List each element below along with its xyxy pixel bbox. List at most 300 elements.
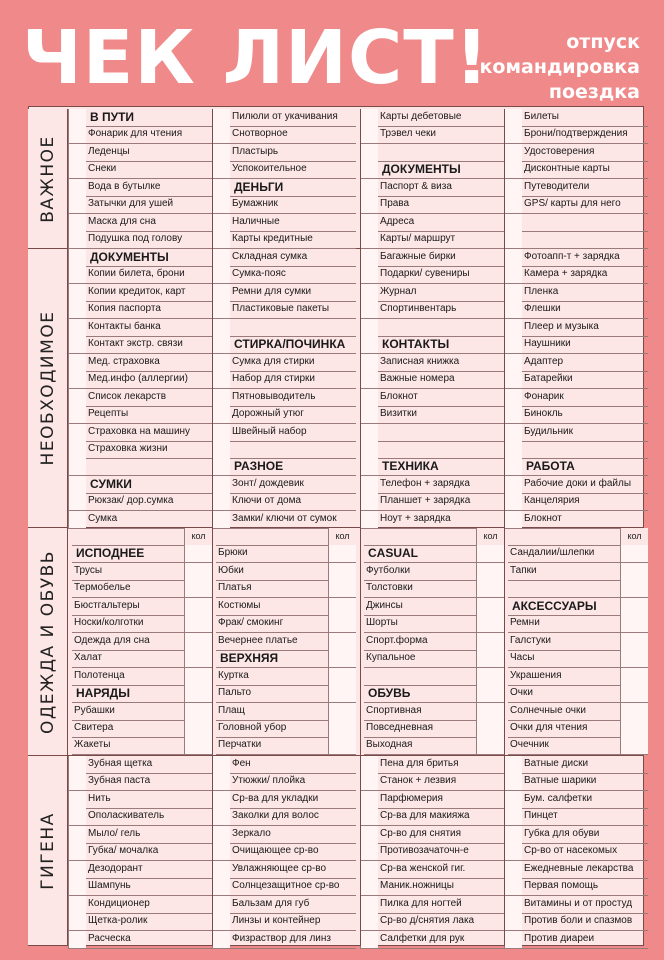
page-title: ЧЕК ЛИСТ! [22, 15, 490, 101]
checklist-item: Вода в бутылке [86, 179, 212, 197]
checkbox[interactable] [68, 389, 86, 407]
checkbox[interactable] [504, 319, 522, 337]
checklist-item: Витамины и от простуд [522, 896, 648, 914]
quantity-cell[interactable] [328, 580, 356, 598]
checkbox[interactable] [360, 179, 378, 197]
quantity-cell[interactable] [328, 737, 356, 755]
checklist-item: Зонт/ дождевик [230, 476, 356, 494]
checkbox[interactable] [68, 424, 86, 442]
checkbox[interactable] [68, 231, 86, 249]
checklist-item: Плеер и музыка [522, 319, 648, 337]
checkbox[interactable] [360, 231, 378, 249]
checkbox[interactable] [68, 511, 86, 529]
checkbox[interactable] [68, 756, 86, 774]
section-label-0 [28, 109, 68, 249]
quantity-cell[interactable] [476, 737, 504, 755]
checkbox[interactable] [212, 756, 230, 774]
quantity-cell[interactable] [476, 720, 504, 738]
checkbox[interactable] [212, 896, 230, 914]
checkbox[interactable] [212, 214, 230, 232]
quantity-cell[interactable] [328, 685, 356, 703]
category-heading: РАБОТА [522, 458, 648, 476]
quantity-cell[interactable] [620, 650, 648, 668]
checkbox[interactable] [504, 371, 522, 389]
checkbox[interactable] [504, 406, 522, 424]
checkbox[interactable] [68, 861, 86, 879]
checklist-item: Рецепты [86, 406, 212, 424]
quantity-cell[interactable] [184, 650, 212, 668]
checkbox[interactable] [212, 808, 230, 826]
checkbox [360, 161, 378, 179]
checkbox[interactable] [68, 144, 86, 162]
checkbox[interactable] [504, 161, 522, 179]
checkbox[interactable] [504, 493, 522, 511]
checkbox[interactable] [68, 896, 86, 914]
checkbox[interactable] [68, 808, 86, 826]
quantity-cell[interactable] [620, 668, 648, 686]
checklist-item: Купальное [364, 650, 480, 668]
checklist-item: Носки/колготки [72, 615, 188, 633]
checklist-item: Бумажник [230, 196, 356, 214]
section-label-3 [28, 756, 68, 946]
quantity-cell[interactable] [328, 545, 356, 563]
checkbox[interactable] [360, 493, 378, 511]
checkbox[interactable] [360, 441, 378, 459]
quantity-cell[interactable] [620, 737, 648, 755]
checklist-item: Леденцы [86, 144, 212, 162]
checkbox[interactable] [212, 424, 230, 442]
checkbox[interactable] [68, 458, 86, 476]
category-heading: CASUAL [364, 545, 480, 563]
quantity-cell[interactable] [184, 668, 212, 686]
checkbox[interactable] [212, 266, 230, 284]
checkbox[interactable] [68, 493, 86, 511]
quantity-cell[interactable] [476, 650, 504, 668]
quantity-cell[interactable] [184, 633, 212, 651]
checkbox[interactable] [360, 126, 378, 144]
checkbox[interactable] [360, 878, 378, 896]
quantity-cell[interactable] [620, 580, 648, 598]
checklist-item: Солнечные очки [508, 703, 624, 721]
checklist-item: Очки [508, 685, 624, 703]
checkbox[interactable] [68, 406, 86, 424]
checklist-item [522, 231, 648, 249]
checkbox [360, 458, 378, 476]
quantity-cell[interactable] [620, 720, 648, 738]
checklist-item: Мыло/ гель [86, 826, 212, 844]
checklist-item: Пятновыводитель [230, 389, 356, 407]
checkbox[interactable] [504, 354, 522, 372]
checklist-item: Копии кредиток, карт [86, 284, 212, 302]
checkbox[interactable] [68, 319, 86, 337]
quantity-cell[interactable] [328, 720, 356, 738]
checkbox[interactable] [68, 931, 86, 949]
checkbox[interactable] [212, 389, 230, 407]
checkbox[interactable] [360, 249, 378, 267]
checklist-item: Головной убор [216, 720, 332, 738]
checkbox[interactable] [68, 126, 86, 144]
section-label-text: ВАЖНОЕ [37, 134, 58, 223]
quantity-cell[interactable] [476, 703, 504, 721]
checklist-item: Контакт экстр. связи [86, 336, 212, 354]
checklist-item: Канцелярия [522, 493, 648, 511]
checkbox[interactable] [504, 336, 522, 354]
checklist-item: Очечник [508, 737, 624, 755]
checkbox[interactable] [360, 371, 378, 389]
checkbox[interactable] [212, 301, 230, 319]
checklist-item: Ср-ва женской гиг. [378, 861, 504, 879]
checklist-item: Снотворное [230, 126, 356, 144]
checklist-item [522, 441, 648, 459]
checkbox[interactable] [212, 511, 230, 529]
quantity-cell[interactable] [328, 668, 356, 686]
checkbox[interactable] [504, 913, 522, 931]
checklist-item: Журнал [378, 284, 504, 302]
checklist-item [86, 458, 212, 476]
checkbox[interactable] [504, 773, 522, 791]
checkbox[interactable] [504, 266, 522, 284]
checkbox[interactable] [212, 319, 230, 337]
checklist-item: Сандалии/шлепки [508, 545, 624, 563]
checkbox[interactable] [212, 196, 230, 214]
checkbox[interactable] [212, 371, 230, 389]
checklist-item: Полотенца [72, 668, 188, 686]
checklist-item: Джинсы [364, 598, 480, 616]
checklist-item: Удостоверения [522, 144, 648, 162]
checkbox[interactable] [360, 266, 378, 284]
checklist-item [508, 528, 624, 546]
checklist-item: Бинокль [522, 406, 648, 424]
checklist-item: Повседневная [364, 720, 480, 738]
checkbox[interactable] [212, 476, 230, 494]
checklist-item: Против боли и спазмов [522, 913, 648, 931]
quantity-cell[interactable] [476, 615, 504, 633]
checkbox[interactable] [360, 319, 378, 337]
checkbox[interactable] [504, 756, 522, 774]
checkbox[interactable] [212, 249, 230, 267]
checklist-item: Бальзам для губ [230, 896, 356, 914]
checklist-item: Паспорт & виза [378, 179, 504, 197]
checkbox[interactable] [504, 791, 522, 809]
checklist-item: Флешки [522, 301, 648, 319]
checkbox[interactable] [504, 231, 522, 249]
checkbox[interactable] [504, 109, 522, 127]
column-divider [212, 756, 213, 946]
checklist-item: Очищающее ср-во [230, 843, 356, 861]
checklist-item: Снеки [86, 161, 212, 179]
quantity-cell[interactable] [328, 633, 356, 651]
section-label-text: НЕОБХОДИМОЕ [37, 310, 58, 466]
checklist-item: Дезодорант [86, 861, 212, 879]
quantity-cell[interactable] [328, 563, 356, 581]
checklist-item: Сумка для стирки [230, 354, 356, 372]
checkbox[interactable] [68, 354, 86, 372]
checklist-item: Первая помощь [522, 878, 648, 896]
checkbox[interactable] [212, 913, 230, 931]
checkbox[interactable] [68, 826, 86, 844]
checkbox[interactable] [212, 161, 230, 179]
checklist-item: Ср-во д/снятия лака [378, 913, 504, 931]
checkbox[interactable] [360, 301, 378, 319]
checklist-item: Зеркало [230, 826, 356, 844]
checkbox[interactable] [504, 826, 522, 844]
checkbox[interactable] [68, 214, 86, 232]
checkbox[interactable] [504, 301, 522, 319]
checklist-item: Фонарик для чтения [86, 126, 212, 144]
checkbox[interactable] [68, 336, 86, 354]
quantity-cell[interactable] [184, 580, 212, 598]
quantity-cell[interactable] [476, 598, 504, 616]
checkbox[interactable] [504, 861, 522, 879]
checklist-item: Юбки [216, 563, 332, 581]
checkbox[interactable] [68, 773, 86, 791]
quantity-cell [184, 685, 212, 703]
checklist-item: Карты дебетовые [378, 109, 504, 127]
checklist-item: Шорты [364, 615, 480, 633]
checkbox[interactable] [68, 913, 86, 931]
column-divider [212, 249, 213, 528]
checklist-item: Блокнот [378, 389, 504, 407]
checklist-item: Зубная щетка [86, 756, 212, 774]
checkbox[interactable] [360, 284, 378, 302]
checklist-item: Рюкзак/ дор.сумка [86, 493, 212, 511]
checkbox[interactable] [68, 161, 86, 179]
checklist-item [508, 580, 624, 598]
checkbox[interactable] [504, 249, 522, 267]
checkbox[interactable] [360, 214, 378, 232]
checklist-item: Бум. салфетки [522, 791, 648, 809]
checkbox[interactable] [360, 913, 378, 931]
checklist-item [216, 528, 332, 546]
checklist-item: Пилюли от укачивания [230, 109, 356, 127]
checkbox[interactable] [212, 231, 230, 249]
checklist-item: Трэвел чеки [378, 126, 504, 144]
checklist-item: Спортинвентарь [378, 301, 504, 319]
checklist-item: Нить [86, 791, 212, 809]
checklist-item: Камера + зарядка [522, 266, 648, 284]
checkbox[interactable] [360, 196, 378, 214]
checkbox[interactable] [360, 389, 378, 407]
quantity-cell[interactable] [620, 545, 648, 563]
checkbox[interactable] [360, 406, 378, 424]
quantity-cell [184, 545, 212, 563]
checklist-item: Очки для чтения [508, 720, 624, 738]
checklist-item: Подушка под голову [86, 231, 212, 249]
column-divider [212, 109, 213, 249]
checkbox[interactable] [212, 861, 230, 879]
checkbox[interactable] [360, 843, 378, 861]
checkbox[interactable] [504, 441, 522, 459]
checkbox[interactable] [504, 214, 522, 232]
checkbox[interactable] [212, 791, 230, 809]
checkbox[interactable] [360, 756, 378, 774]
checkbox[interactable] [360, 791, 378, 809]
quantity-cell[interactable] [184, 720, 212, 738]
checklist-item: Пена для бритья [378, 756, 504, 774]
checkbox[interactable] [212, 878, 230, 896]
checklist-item: Блокнот [522, 511, 648, 529]
quantity-header: кол [476, 528, 504, 546]
checklist-item: Телефон + зарядка [378, 476, 504, 494]
checklist-item: GPS/ карты для него [522, 196, 648, 214]
checklist-item: Наличные [230, 214, 356, 232]
section-label-1 [28, 249, 68, 528]
quantity-cell[interactable] [620, 685, 648, 703]
checklist-item: Физраствор для линз [230, 931, 356, 949]
checkbox[interactable] [212, 354, 230, 372]
checkbox[interactable] [360, 424, 378, 442]
checklist-item: Маник.ножницы [378, 878, 504, 896]
checkbox[interactable] [360, 773, 378, 791]
checkbox [212, 336, 230, 354]
checklist-item: Список лекарств [86, 389, 212, 407]
checkbox[interactable] [212, 284, 230, 302]
checkbox [360, 336, 378, 354]
checklist-item: Набор для стирки [230, 371, 356, 389]
checkbox [68, 249, 86, 267]
checklist-item [522, 214, 648, 232]
checkbox[interactable] [504, 196, 522, 214]
checklist-item: Адаптер [522, 354, 648, 372]
checkbox[interactable] [360, 931, 378, 949]
checkbox[interactable] [212, 773, 230, 791]
category-heading: ДЕНЬГИ [230, 179, 356, 197]
quantity-cell[interactable] [620, 563, 648, 581]
checklist-item: Билеты [522, 109, 648, 127]
checklist-item: Зубная паста [86, 773, 212, 791]
header [0, 0, 664, 106]
quantity-cell[interactable] [476, 668, 504, 686]
checklist-item: Ватные диски [522, 756, 648, 774]
checklist-item [378, 441, 504, 459]
checklist-item: Страховка жизни [86, 441, 212, 459]
checkbox[interactable] [212, 144, 230, 162]
checkbox[interactable] [504, 931, 522, 949]
checklist-item [378, 144, 504, 162]
checkbox[interactable] [68, 301, 86, 319]
checkbox[interactable] [504, 808, 522, 826]
checkbox[interactable] [212, 441, 230, 459]
checkbox[interactable] [68, 179, 86, 197]
checkbox[interactable] [212, 493, 230, 511]
quantity-cell[interactable] [184, 563, 212, 581]
quantity-cell[interactable] [184, 598, 212, 616]
checkbox[interactable] [504, 144, 522, 162]
checkbox[interactable] [212, 826, 230, 844]
checklist-item: Важные номера [378, 371, 504, 389]
checkbox[interactable] [212, 126, 230, 144]
checklist-item: Расческа [86, 931, 212, 949]
checkbox[interactable] [504, 389, 522, 407]
checklist-item: Противозачаточн-е [378, 843, 504, 861]
checkbox[interactable] [68, 791, 86, 809]
checklist-item: Складная сумка [230, 249, 356, 267]
checkbox[interactable] [360, 861, 378, 879]
checklist-item: Карты кредитные [230, 231, 356, 249]
checkbox[interactable] [504, 424, 522, 442]
checkbox[interactable] [504, 896, 522, 914]
checklist-item: Жакеты [72, 737, 188, 755]
checkbox[interactable] [68, 196, 86, 214]
checklist-item: Салфетки для рук [378, 931, 504, 949]
checklist-item: Пинцет [522, 808, 648, 826]
checklist-item: Часы [508, 650, 624, 668]
quantity-cell[interactable] [620, 615, 648, 633]
checkbox[interactable] [504, 476, 522, 494]
quantity-cell[interactable] [476, 633, 504, 651]
checkbox[interactable] [68, 371, 86, 389]
checklist-item: Шампунь [86, 878, 212, 896]
checkbox[interactable] [504, 511, 522, 529]
checkbox[interactable] [504, 179, 522, 197]
checklist-item: Фотоапп-т + зарядка [522, 249, 648, 267]
checkbox[interactable] [360, 354, 378, 372]
checkbox[interactable] [360, 476, 378, 494]
checkbox[interactable] [504, 126, 522, 144]
checkbox[interactable] [360, 109, 378, 127]
checkbox[interactable] [68, 266, 86, 284]
subtitle-trip: поездка [548, 81, 640, 103]
checkbox[interactable] [360, 511, 378, 529]
quantity-cell[interactable] [620, 703, 648, 721]
checkbox[interactable] [68, 878, 86, 896]
column-divider [504, 756, 505, 946]
checklist-item: Куртка [216, 668, 332, 686]
checklist-item: Ремни [508, 615, 624, 633]
checklist-item: Футболки [364, 563, 480, 581]
checkbox[interactable] [360, 896, 378, 914]
quantity-cell[interactable] [328, 703, 356, 721]
checklist-item: Ополаскиватель [86, 808, 212, 826]
quantity-cell[interactable] [328, 598, 356, 616]
checkbox[interactable] [360, 144, 378, 162]
checkbox[interactable] [504, 878, 522, 896]
checklist-item: Брюки [216, 545, 332, 563]
checkbox[interactable] [68, 284, 86, 302]
checkbox[interactable] [212, 843, 230, 861]
checkbox[interactable] [212, 109, 230, 127]
quantity-cell[interactable] [184, 703, 212, 721]
checklist-item: Костюмы [216, 598, 332, 616]
checklist-item: Щетка-ролик [86, 913, 212, 931]
checkbox[interactable] [504, 843, 522, 861]
checklist-item: Маска для сна [86, 214, 212, 232]
checkbox[interactable] [68, 843, 86, 861]
checklist-item: Мед.инфо (аллергии) [86, 371, 212, 389]
checkbox[interactable] [504, 284, 522, 302]
category-heading: ИСПОДНЕЕ [72, 545, 188, 563]
category-heading: ДОКУМЕНТЫ [378, 161, 504, 179]
quantity-cell [328, 650, 356, 668]
checkbox[interactable] [360, 826, 378, 844]
quantity-cell[interactable] [620, 633, 648, 651]
quantity-cell[interactable] [184, 737, 212, 755]
quantity-cell[interactable] [328, 615, 356, 633]
category-heading: В ПУТИ [86, 109, 212, 127]
quantity-cell[interactable] [476, 580, 504, 598]
checklist-item: Пленка [522, 284, 648, 302]
quantity-cell[interactable] [476, 563, 504, 581]
checklist-item: Ежедневные лекарства [522, 861, 648, 879]
checkbox[interactable] [360, 808, 378, 826]
quantity-cell[interactable] [184, 615, 212, 633]
checklist-item: Увлажняющее ср-во [230, 861, 356, 879]
checkbox[interactable] [212, 406, 230, 424]
checkbox[interactable] [68, 441, 86, 459]
checkbox[interactable] [212, 931, 230, 949]
column-divider [504, 249, 505, 528]
checklist-item: Парфюмерия [378, 791, 504, 809]
